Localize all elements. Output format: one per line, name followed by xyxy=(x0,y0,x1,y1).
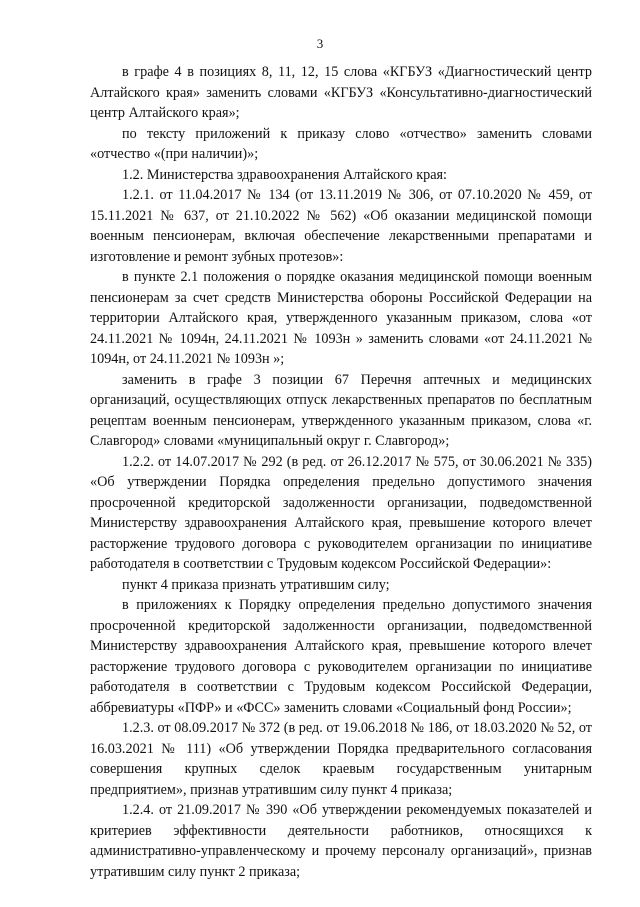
paragraph: заменить в графе 3 позиции 67 Перечня аптечных и медицинских организаций, осуществляющих отпуск лекарственных препаратов по бесплатным рецептам военным пенсионерам, утвержденного указанным приказом, слова «г. Славгород» словами «муниципальный округ г. Славгород»; xyxy=(90,371,592,449)
paragraph: 1.2.2. от 14.07.2017 № 292 (в ред. от 26.12.2017 № 575, от 30.06.2021 № 335) «Об утверждении Порядка определения предельно допустимого значения просроченной кредиторской задолженности организации, подведомственной Министерству здравоохранения Алтайского края, превышение которого влечет расторжение трудового договора с руководителем организации по инициативе работодателя в соответствии с Трудовым кодексом Российской Федерации»: xyxy=(90,453,592,572)
paragraph: 1.2.3. от 08.09.2017 № 372 (в ред. от 19.06.2018 № 186, от 18.03.2020 № 52, от 16.03.2021 № 111) «Об утверждении Порядка предварительного согласования совершения крупных сделок краевым государственным унитарным предприятием», признав утратившим силу пункт 4 приказа; xyxy=(90,720,592,798)
document-body xyxy=(90,62,592,882)
paragraph: 1.2.4. от 21.09.2017 № 390 «Об утверждении рекомендуемых показателей и критериев эффективности деятельности работников, относящихся к административно-управленческому и прочему персоналу организаций», признав утратившим силу пункт 2 приказа; xyxy=(90,802,592,880)
paragraph: по тексту приложений к приказу слово «отчество» заменить словами «отчество «(при наличии)»; xyxy=(90,125,592,162)
page-number: 3 xyxy=(316,36,324,51)
paragraph: пункт 4 приказа признать утратившим силу; xyxy=(122,576,390,593)
paragraph: 1.2. Министерства здравоохранения Алтайского края: xyxy=(122,166,447,183)
paragraph: в приложениях к Порядку определения предельно допустимого значения просроченной кредиторской задолженности организации, подведомственной Министерству здравоохранения Алтайского края, превышение которого влечет расторжение трудового договора с руководителем организации по инициативе работодателя в соответствии с Трудовым кодексом Российской Федерации, аббревиатуры «ПФР» и «ФСС» заменить словами «Социальный фонд России»; xyxy=(90,597,592,716)
paragraph: в графе 4 в позициях 8, 11, 12, 15 слова «КГБУЗ «Диагностический центр Алтайского края» заменить словами «КГБУЗ «Консультативно-диагностический центр Алтайского края»; xyxy=(90,64,592,121)
paragraph: 1.2.1. от 11.04.2017 № 134 (от 13.11.2019 № 306, от 07.10.2020 № 459, от 15.11.2021 № 637, от 21.10.2022 № 562) «Об оказании медицинской помощи военным пенсионерам, включая обеспечение лекарственными препаратами и изготовление и ремонт зубных протезов»: xyxy=(90,187,592,265)
paragraph: в пункте 2.1 положения о порядке оказания медицинской помощи военным пенсионерам за счет средств Министерства обороны Российской Федерации на территории Алтайского края, утвержденного указанным приказом, слова «от 24.11.2021 № 1094н, 24.11.2021 № 1093н » заменить словами «от 24.11.2021 № 1094н, от 24.11.2021 № 1093н »; xyxy=(90,269,592,367)
